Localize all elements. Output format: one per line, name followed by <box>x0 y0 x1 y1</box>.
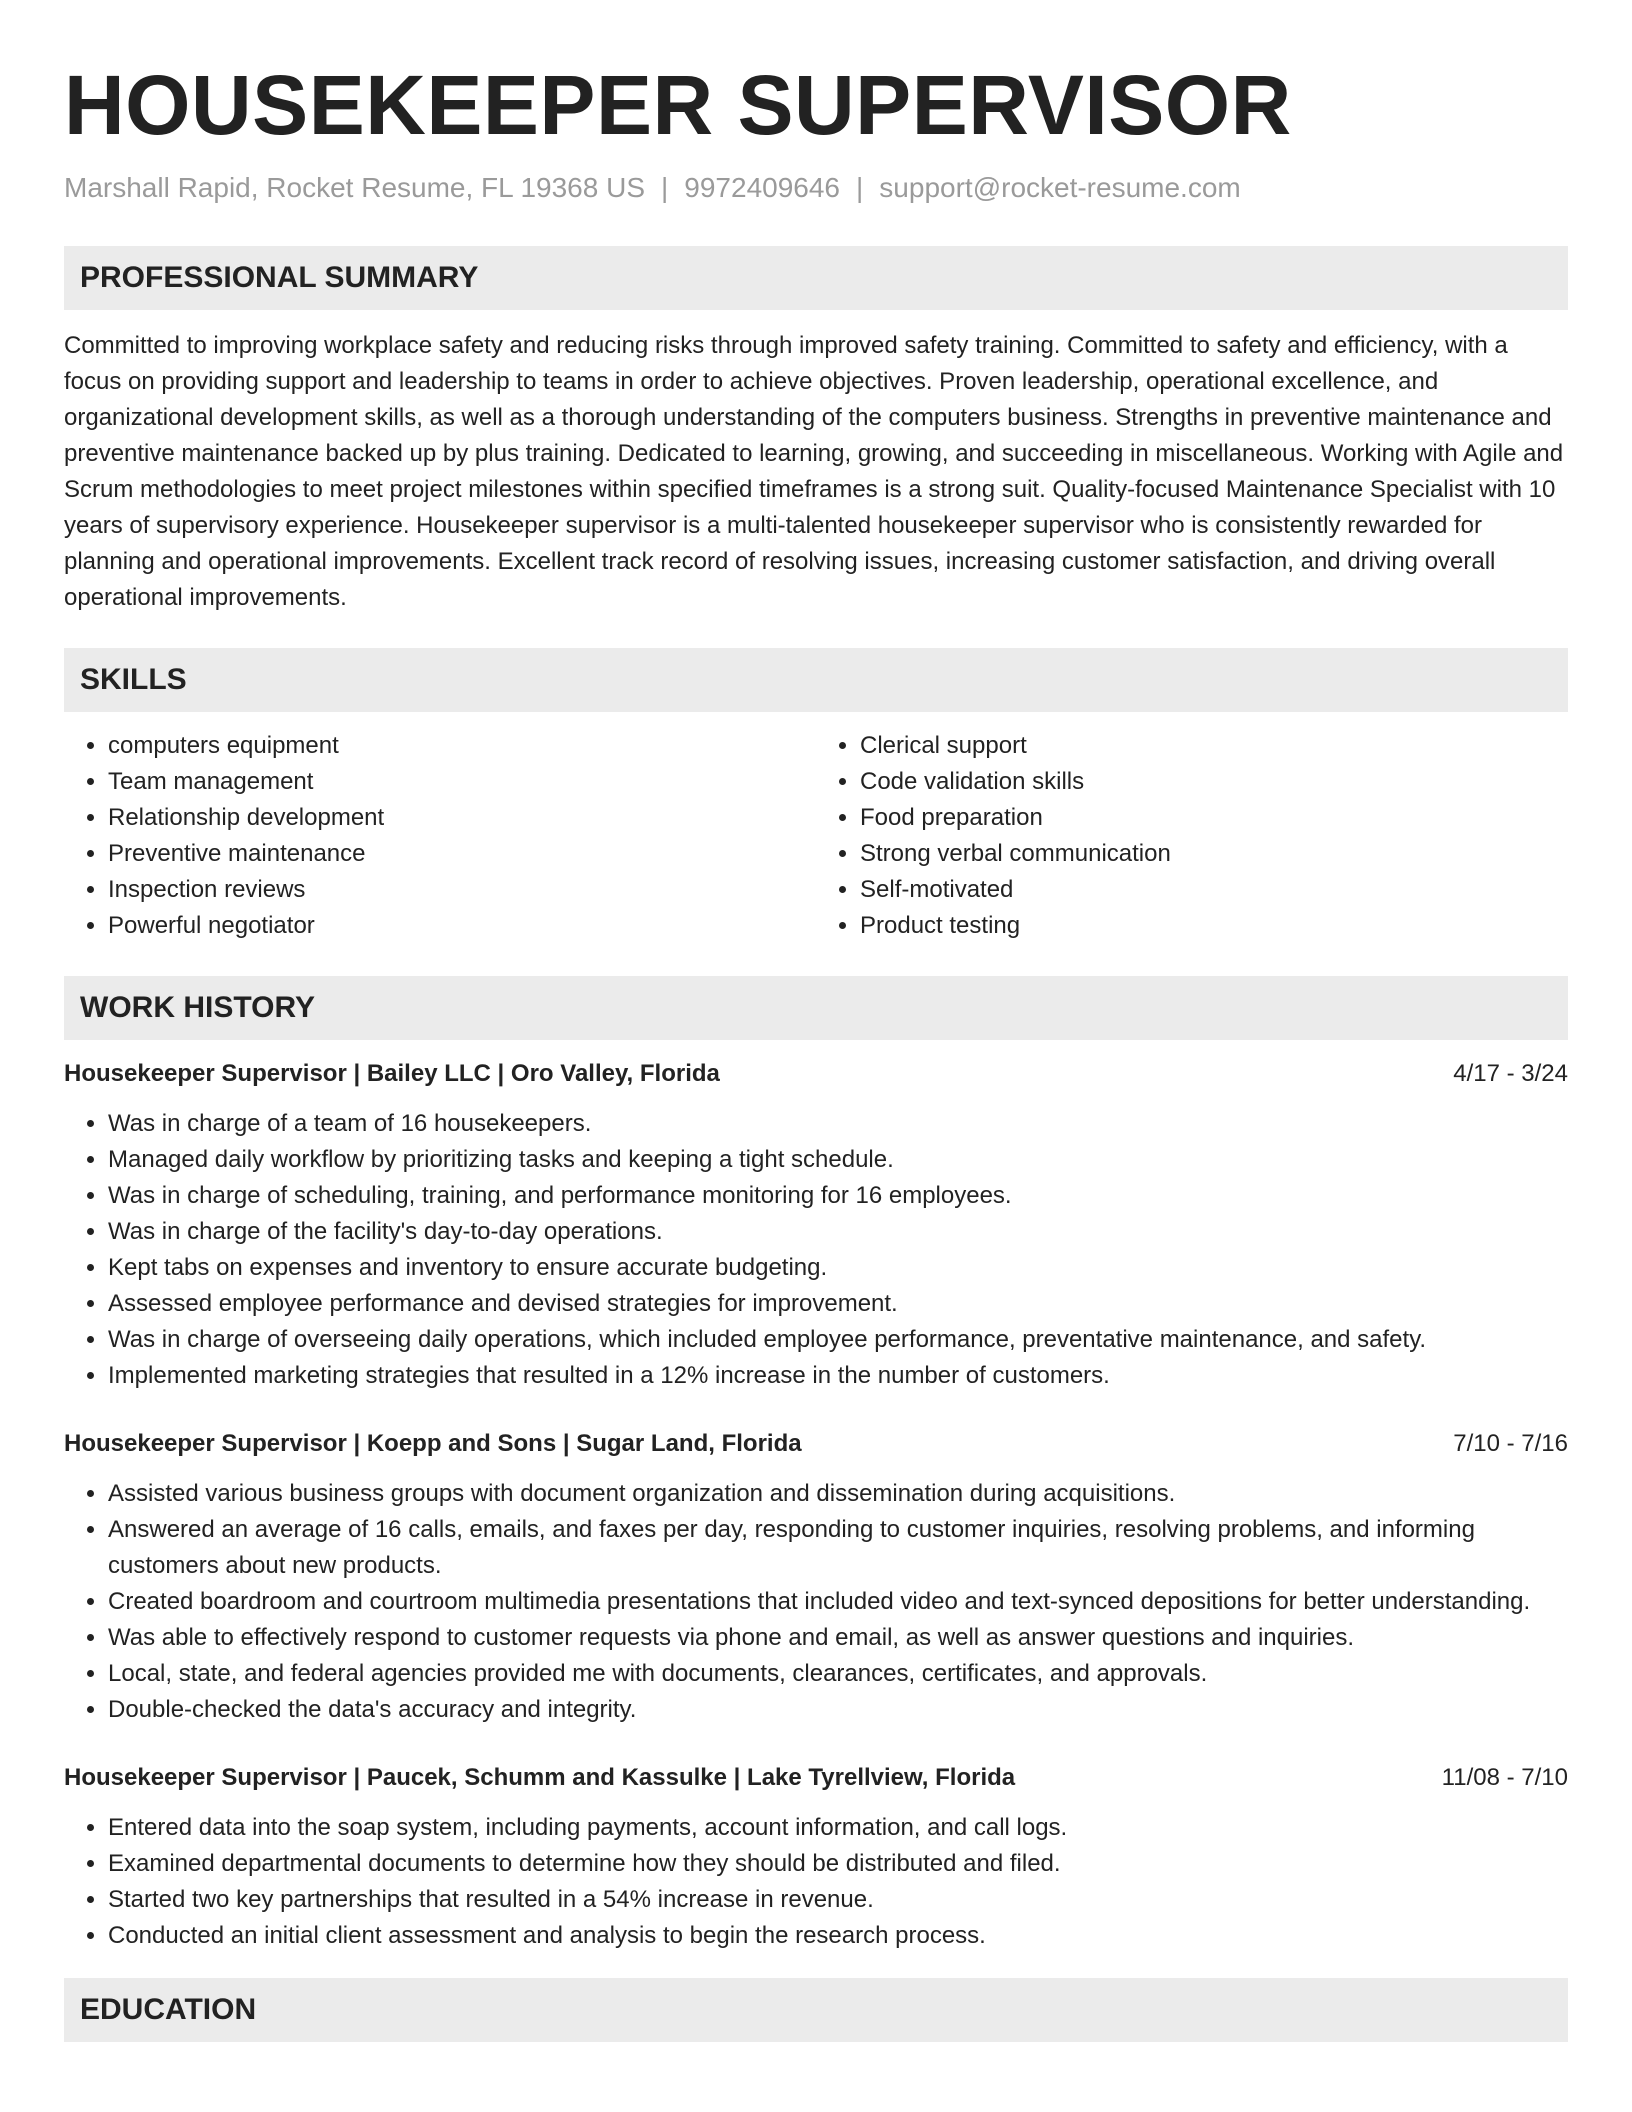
skills-columns <box>64 728 1568 944</box>
job-bullet: • Assisted various business groups with document organization and dissemination during acquisitions. <box>108 1476 1568 1512</box>
contact-email: support@rocket-resume.com <box>879 172 1241 203</box>
resume-name-title: HOUSEKEEPER SUPERVISOR <box>64 58 1292 152</box>
job-title: Housekeeper Supervisor | Koepp and Sons | Sugar Land, Florida <box>64 1430 802 1457</box>
job-dates: 4/17 - 3/24 <box>1453 1060 1568 1087</box>
job-bullet: • Answered an average of 16 calls, emails, and faxes per day, responding to customer inquiries, resolving problems, and informing customers about new products. <box>108 1512 1568 1584</box>
job-bullet: • Assessed employee performance and devised strategies for improvement. <box>108 1286 1568 1322</box>
skill-item: • Product testing <box>860 908 1568 944</box>
contact-line <box>64 170 1568 206</box>
job-bullet: • Created boardroom and courtroom multimedia presentations that included video and text-synced depositions for better understanding. <box>108 1584 1568 1620</box>
skill-item: • Team management <box>108 764 816 800</box>
skills-list-right <box>816 728 1568 944</box>
job-entry <box>64 1426 1568 1728</box>
section-header-education: EDUCATION <box>64 1978 1568 2042</box>
skill-item: • Relationship development <box>108 800 816 836</box>
skill-item: • Food preparation <box>860 800 1568 836</box>
skill-item: • Preventive maintenance <box>108 836 816 872</box>
job-bullet: • Was able to effectively respond to customer requests via phone and email, as well as answer questions and inquiries. <box>108 1620 1568 1656</box>
job-bullet: • Was in charge of overseeing daily operations, which included employee performance, preventative maintenance, and safety. <box>108 1322 1568 1358</box>
job-bullet: • Entered data into the soap system, including payments, account information, and call logs. <box>108 1810 1568 1846</box>
section-header-skills: SKILLS <box>64 648 1568 712</box>
skill-item: • Powerful negotiator <box>108 908 816 944</box>
job-title: Housekeeper Supervisor | Bailey LLC | Oro Valley, Florida <box>64 1060 720 1087</box>
job-title: Housekeeper Supervisor | Paucek, Schumm and Kassulke | Lake Tyrellview, Florida <box>64 1764 1016 1791</box>
job-entry <box>64 1056 1568 1394</box>
skill-item: • Code validation skills <box>860 764 1568 800</box>
skill-item: • Inspection reviews <box>108 872 816 908</box>
job-bullets <box>64 1106 1568 1394</box>
job-bullet: • Was in charge of the facility's day-to-day operations. <box>108 1214 1568 1250</box>
contact-separator: | <box>856 172 864 203</box>
contact-separator: | <box>661 172 669 203</box>
contact-phone: 9972409646 <box>684 172 841 203</box>
job-header <box>64 1760 1568 1796</box>
skills-list-left <box>64 728 816 944</box>
resume-page <box>64 0 1568 2042</box>
job-entry <box>64 1760 1568 1954</box>
job-bullet: • Implemented marketing strategies that resulted in a 12% increase in the number of customers. <box>108 1358 1568 1394</box>
skill-item: • Clerical support <box>860 728 1568 764</box>
job-bullets <box>64 1810 1568 1954</box>
job-bullets <box>64 1476 1568 1728</box>
skill-item: • Self-motivated <box>860 872 1568 908</box>
job-bullet: • Examined departmental documents to determine how they should be distributed and filed. <box>108 1846 1568 1882</box>
summary-text: Committed to improving workplace safety and reducing risks through improved safety training. Committed to safety and efficiency, with a focus on providing support and leadership to teams in order to achieve objectives. Proven leadership, operational excellence, and organizational development skills, as well as a thorough understanding of the computers business. Strengths in preventive maintenance and preventive maintenance backed up by plus training. Dedicated to learning, growing, and succeeding in miscellaneous. Working with Agile and Scrum methodologies to meet project milestones within specified timeframes is a strong suit. Quality-focused Maintenance Specialist with 10 years of supervisory experience. Housekeeper supervisor is a multi-talented housekeeper supervisor who is consistently rewarded for planning and operational improvements. Excellent track record of resolving issues, increasing customer satisfaction, and driving overall operational improvements. <box>64 332 1564 611</box>
job-bullet: • Was in charge of scheduling, training, and performance monitoring for 16 employees. <box>108 1178 1568 1214</box>
section-header-summary: PROFESSIONAL SUMMARY <box>64 246 1568 310</box>
contact-address: Marshall Rapid, Rocket Resume, FL 19368 US <box>64 172 645 203</box>
job-bullet: • Local, state, and federal agencies provided me with documents, clearances, certificates, and approvals. <box>108 1656 1568 1692</box>
job-bullet: • Double-checked the data's accuracy and integrity. <box>108 1692 1568 1728</box>
job-header <box>64 1426 1568 1462</box>
skill-item: • Strong verbal communication <box>860 836 1568 872</box>
job-bullet: • Conducted an initial client assessment and analysis to begin the research process. <box>108 1918 1568 1954</box>
job-bullet: • Managed daily workflow by prioritizing tasks and keeping a tight schedule. <box>108 1142 1568 1178</box>
job-bullet: • Started two key partnerships that resulted in a 54% increase in revenue. <box>108 1882 1568 1918</box>
skill-item: • computers equipment <box>108 728 816 764</box>
section-header-work-history: WORK HISTORY <box>64 976 1568 1040</box>
job-dates: 11/08 - 7/10 <box>1441 1764 1568 1791</box>
job-header <box>64 1056 1568 1092</box>
job-bullet: • Kept tabs on expenses and inventory to ensure accurate budgeting. <box>108 1250 1568 1286</box>
job-bullet: • Was in charge of a team of 16 housekeepers. <box>108 1106 1568 1142</box>
job-dates: 7/10 - 7/16 <box>1453 1430 1568 1457</box>
